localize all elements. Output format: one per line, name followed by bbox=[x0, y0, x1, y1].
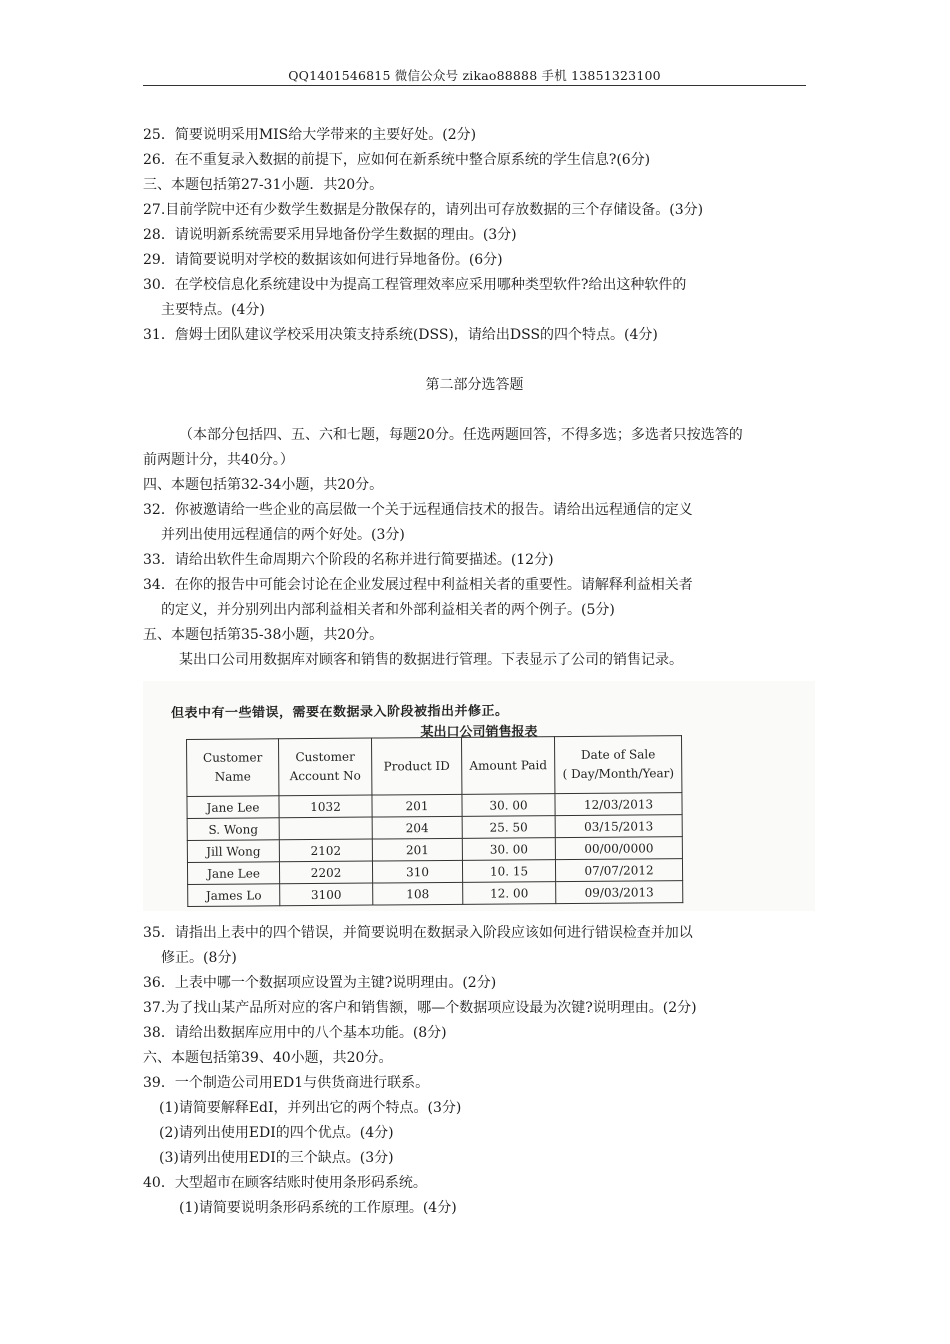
question-40: 40．大型超市在顾客结账时使用条形码系统。 bbox=[143, 1175, 427, 1191]
question-40-part-1: (1)请简要说明条形码系统的工作原理。(4分) bbox=[179, 1200, 457, 1216]
cell-product: 201 bbox=[372, 838, 462, 861]
header-rule bbox=[143, 85, 806, 86]
questions-middle bbox=[143, 473, 813, 673]
cell-name: James Lo bbox=[188, 884, 280, 907]
section-4-heading: 四、本题包括第32-34小题，共20分。 bbox=[143, 477, 384, 493]
section-6-heading: 六、本题包括第39、40小题，共20分。 bbox=[143, 1050, 393, 1066]
cell-account: 1032 bbox=[279, 795, 372, 818]
scanned-sales-table-image bbox=[143, 681, 815, 911]
cell-date: 07/07/2012 bbox=[555, 859, 682, 882]
section-intro-line-1: （本部分包括四、五、六和七题，每题20分。任选两题回答，不得多选；多选者只按选答的 bbox=[179, 427, 743, 443]
cell-amount: 25. 50 bbox=[462, 816, 555, 839]
cell-name: Jane Lee bbox=[187, 862, 279, 885]
cell-date: 00/00/0000 bbox=[555, 837, 682, 860]
cell-amount: 30. 00 bbox=[462, 838, 555, 861]
col-header-customer-account-no: Customer Account No bbox=[279, 738, 372, 796]
cell-amount: 30. 00 bbox=[462, 794, 555, 817]
cell-name: S. Wong bbox=[187, 818, 279, 841]
question-38: 38．请给出数据库应用中的八个基本功能。(8分) bbox=[143, 1025, 447, 1041]
cell-date: 03/15/2013 bbox=[555, 815, 682, 838]
question-39-part-2: (2)请列出使用EDI的四个优点。(4分) bbox=[159, 1125, 394, 1141]
scan-note: 但表中有一些错误，需要在数据录入阶段被指出并修正。 bbox=[171, 703, 509, 722]
cell-product: 310 bbox=[372, 860, 462, 883]
cell-account bbox=[279, 817, 372, 840]
question-34: 34．在你的报告中可能会讨论在企业发展过程中利益相关者的重要性。请解释利益相关者 bbox=[143, 577, 693, 593]
question-36: 36．上表中哪一个数据项应设置为主键?说明理由。(2分) bbox=[143, 975, 497, 991]
sales-table-header-row bbox=[187, 736, 682, 797]
question-39-part-1: (1)请简要解释EdI，并列出它的两个特点。(3分) bbox=[159, 1100, 462, 1116]
questions-bottom bbox=[143, 921, 813, 1221]
question-28: 28．请说明新系统需要采用异地备份学生数据的理由。(3分) bbox=[143, 227, 517, 243]
question-37: 37.为了找山某产品所对应的客户和销售额，哪—个数据项应设最为次键?说明理由。(2分) bbox=[143, 1000, 697, 1016]
section-intro-line-2: 前两题计分，共40分。） bbox=[143, 452, 294, 468]
col-header-customer-name: Customer Name bbox=[187, 739, 279, 797]
section-5-intro: 某出口公司用数据库对顾客和销售的数据进行管理。下表显示了公司的销售记录。 bbox=[179, 652, 683, 668]
section-5-heading: 五、本题包括第35-38小题，共20分。 bbox=[143, 627, 384, 643]
table-row bbox=[188, 881, 683, 907]
cell-product: 201 bbox=[372, 794, 462, 817]
cell-account: 2202 bbox=[279, 861, 372, 884]
section-title: 第二部分选答题 bbox=[425, 377, 524, 393]
cell-product: 108 bbox=[373, 882, 463, 905]
question-35: 35．请指出上表中的四个错误，并简要说明在数据录入阶段应该如何进行错误检查并加以 bbox=[143, 925, 693, 941]
section-3-heading: 三、本题包括第27-31小题．共20分。 bbox=[143, 177, 384, 193]
question-31: 31．詹姆士团队建议学校采用决策支持系统(DSS)，请给出DSS的四个特点。(4分) bbox=[143, 327, 658, 343]
cell-date: 12/03/2013 bbox=[555, 793, 682, 816]
sales-table bbox=[186, 735, 683, 907]
cell-name: Jane Lee bbox=[187, 796, 279, 819]
col-header-amount-paid: Amount Paid bbox=[461, 737, 554, 795]
question-27: 27.目前学院中还有少数学生数据是分散保存的，请列出可存放数据的三个存储设备。(3分) bbox=[143, 202, 704, 218]
section-intro bbox=[143, 423, 813, 473]
question-35-cont: 修正。(8分) bbox=[161, 950, 237, 966]
cell-account: 3100 bbox=[280, 883, 373, 906]
page-header: QQ1401546815 微信公众号 zikao88888 手机 13851323100 bbox=[288, 68, 661, 83]
question-39: 39．一个制造公司用ED1与供货商进行联系。 bbox=[143, 1075, 430, 1091]
cell-amount: 10. 15 bbox=[462, 860, 555, 883]
question-32-cont: 并列出使用远程通信的两个好处。(3分) bbox=[161, 527, 405, 543]
col-header-date-of-sale: Date of Sale ( Day/Month/Year) bbox=[554, 736, 681, 794]
question-25: 25．简要说明采用MIS给大学带来的主要好处。(2分) bbox=[143, 127, 477, 143]
question-30-cont: 主要特点。(4分) bbox=[161, 302, 265, 318]
question-33: 33．请给出软件生命周期六个阶段的名称并进行简要描述。(12分) bbox=[143, 552, 554, 568]
question-32: 32．你被邀请给一些企业的高层做一个关于远程通信技术的报告。请给出远程通信的定义 bbox=[143, 502, 693, 518]
cell-product: 204 bbox=[372, 816, 462, 839]
cell-date: 09/03/2013 bbox=[556, 881, 683, 904]
cell-name: Jill Wong bbox=[187, 840, 279, 863]
question-29: 29．请简要说明对学校的数据该如何进行异地备份。(6分) bbox=[143, 252, 503, 268]
questions-top bbox=[143, 123, 813, 348]
question-39-part-3: (3)请列出使用EDI的三个缺点。(3分) bbox=[159, 1150, 394, 1166]
cell-amount: 12. 00 bbox=[463, 882, 556, 905]
question-30: 30．在学校信息化系统建设中为提高工程管理效率应采用哪种类型软件?给出这种软件的 bbox=[143, 277, 687, 293]
scan-table-title: 某出口公司销售报表 bbox=[420, 725, 538, 740]
col-header-product-id: Product ID bbox=[371, 737, 461, 795]
cell-account: 2102 bbox=[279, 839, 372, 862]
question-34-cont: 的定义，并分别列出内部利益相关者和外部利益相关者的两个例子。(5分) bbox=[161, 602, 615, 618]
question-26: 26．在不重复录入数据的前提下，应如何在新系统中整合原系统的学生信息?(6分) bbox=[143, 152, 651, 168]
